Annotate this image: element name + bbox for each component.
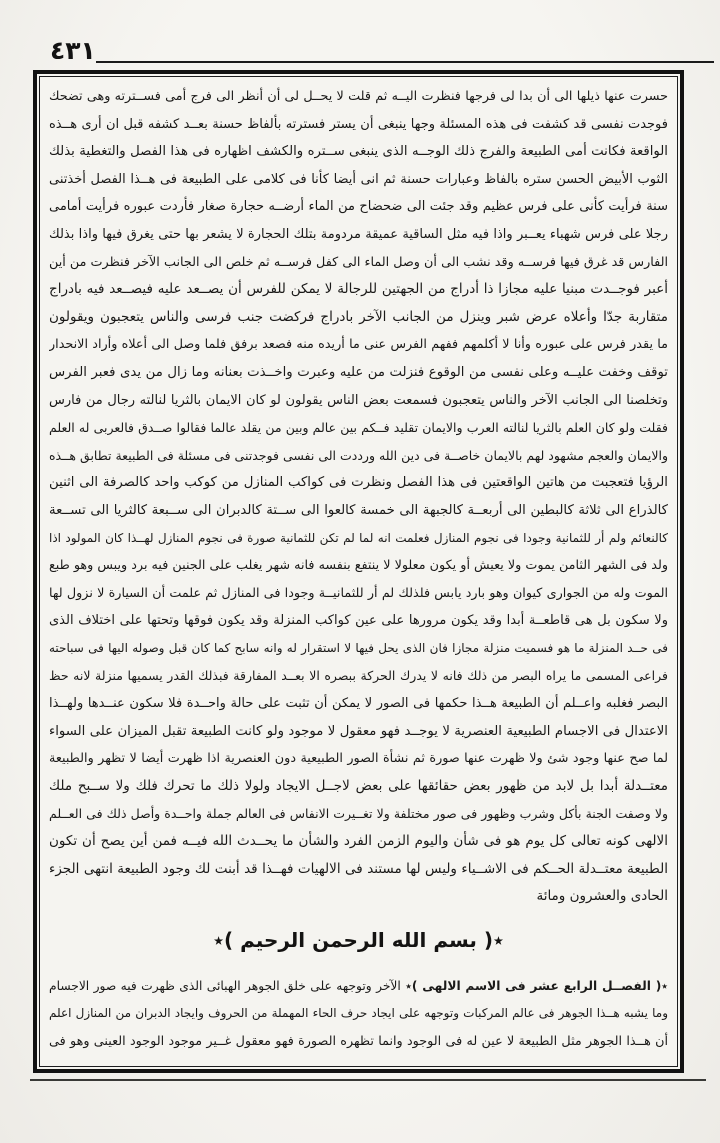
text-line: أعبر فوجــدت مبنيا عليه مجازا ذا أدراج من الجهتين للرجالة لا يمكن للفرس أن يصــعد عليه فيصــعد فيه بادراج [49, 281, 668, 298]
text-line: الفارس قد غرق فيها فرســه وقد نشب الى أن وصل الماء الى كفل فرســه ثم خلص الى الجانب الآخر فنظرت من أين [49, 254, 668, 270]
text-line: فوجدت نفسى قد كشفت فى هذه المسئلة وجها ينبغى أن يستر فسترته بألفاظ حسنة بعــد كشفه قبل ان أرى هــذه [49, 116, 668, 132]
text-line: فى حــد المنزلة ما هو فسميت منزلة مجازا فان الذى يحل فيها لا استقرار له وانه سابح كما كان قبل وصوله اليها فى سباحته [49, 640, 668, 655]
text-line: الرؤيا فتعجبت من هاتين الواقعتين فى هذا الفصل ونظرت فى كواكب المنازل من كوكب واحد كالصرفة الى اثنين [49, 475, 668, 491]
text-line: الواقعة فكانت أمى الطبيعة والفرج ذلك الوجــه الذى ينبغى ســتره والكشف اظهاره فى هذا الفصل والتغطية بذلك [49, 144, 668, 160]
text-line: الثوب الأبيض الحسن ستره بالفاظ وعبارات حسنة ثم انى أيضا كأنا فى كلامى على الطبيعة فى هــذا الفصل أخذتنى [49, 171, 668, 187]
section-line: وما يشبه هــذا الجوهر فى عالم المركبات وتوجهه على ايجاد حرف الحاء المهملة من الحروف وايجاد الدبران من المنازل اعلم [49, 1006, 668, 1021]
section-heading-rest: الآخر وتوجهه على خلق الجوهر الهبائى الذى ظهرت فيه صور الاجسام [49, 978, 401, 993]
text-line: الالهى كونه تعالى كل يوم هو فى شأن واليوم الزمن الفرد والشأن ما يحــدث الله فيــه فمن أين يصح أن تكون [49, 833, 668, 850]
text-line: ولا سكون بل هى قاطعــة أبدا وقد يكون مرورها على عين كواكب المنزلة وقد يكون فوقها وتحتها على اختلاف الذى [49, 613, 668, 629]
header-rule [96, 61, 714, 63]
text-line: الاعتدال فى الاجسام الطبيعية العنصرية لا يوجــد فهو معقول لا موجود ولو كانت الطبيعة تقبل الميزان على السواء [49, 723, 668, 739]
text-line: فراعى المسمى ما يراه البصر من ذلك فانه لا يدرك الحركة ببصره الا بعــد المفارقة فبذلك القدر يسميها منزلة لانه حظ [49, 668, 668, 684]
text-line: ما يقدر فرس على عبوره وأنا لا أكلمهم ففهم الفرس عنى ما أريده منه فصعد برفق فلما وصل الى أعلاه وأراد الانحدار [49, 337, 668, 353]
text-line: معتــدلة أبدا بل لابد من ظهور بعض حقائقها على بعض لاجــل الايجاد ولولا ذلك ما تحرك فلك ولا ســبح ملك [49, 777, 668, 794]
text-line: وتخلصنا الى الجانب الآخر والناس يتعجبون فسمعت بعض الناس يقولون لو كان الايمان بالثريا لنالته رجال من فارس [49, 392, 668, 408]
text-line: فقلت ولو كان العلم بالثريا لنالته العرب والايمان تقليد فــكم بين عالم وبين من يقلد عالما فقالوا صــدق فالعربى له العلم [49, 420, 668, 436]
text-line: متقاربة جدّا وأعلاه عرض شبر وينزل من الجانب الآخر بادراج فركضت جنب فرسى والناس يتعجبون ويقولون [49, 308, 668, 325]
section-heading-line [49, 973, 668, 1001]
part-closing-line: الحادى والعشرون ومائة [536, 888, 668, 905]
section-line: أن هــذا الجوهر مثل الطبيعة لا عين له فى الوجود وانما تظهره الصورة فهو معقول غــير موجود الوجود العينى وهو فى [49, 1034, 668, 1049]
text-line: توقف وخفت عليــه وعلى نفسى من الوقوع فنزلت من عليه وعبرت واخــذت بعنانه وما زال من يدى فعبر الفرس [49, 364, 668, 380]
text-frame-outer-border [33, 70, 684, 1073]
text-line: ولا وصفت الجنة بأكل وشرب وظهور فى صور مختلفة ولا تغــيرت الانفاس فى العالم جملة واحــدة وأصل ذلك فى العــلم [49, 806, 668, 822]
text-line: ولد فى الشهر الثامن يموت ولا يعيش أو يكون معلولا لا ينتفع بنفسه فانه شهر يغلب على الجنين فيه برد ويبس وهو طبع [49, 558, 668, 574]
text-line: الطبيعة معتــدلة الحــكم فى الاشــياء وليس لها مستند فى الالهيات فهــذا قد أبنت لك وجود الطبيعة انتهى الجزء [49, 860, 668, 877]
text-line: كالذراع الى ثلاثة كالبطين الى أربعــة كالجبهة الى خمسة كالعوا الى ســتة كالدبران الى ســبعة كالثريا الى تســعة [49, 502, 668, 518]
bottom-rule [30, 1079, 706, 1081]
text-line: سنة فرأيت كأنى على فرس عظيم وقد جئت الى ضحضاح من الماء أرضــه حجارة صغار فأردت عبوره فرأيت أمامى [49, 199, 668, 215]
text-line: الموت وله من الجوارى كيوان وهو بارد يابس فلذلك لم أر للثمانيــة وجودا فى المنازل ثم علمت أن السيارة لا نزول لها [49, 585, 668, 601]
page-number: ٤٣١ [50, 36, 96, 65]
section-heading: ٭( الفصــل الرابع عشر فى الاسم الالهى )٭ [405, 978, 668, 993]
text-line: حسرت عنها ذيلها الى أن بدا لى فرجها فنظرت اليــه ثم قلت لا يحــل لى أن أنظر الى فرج أمى فســترته وهى تضحك [49, 89, 668, 104]
text-line: لما صح عنها وجود شئ ولا ظهرت عنها صورة ثم نشأة الصور الطبيعية دون العنصرية اذا ظهرت أيضا لا تظهر والطبيعة [49, 751, 668, 767]
basmala-heading: ٭( بسم الله الرحمن الرحيم )٭ [213, 927, 504, 952]
text-line: البصر فغلبه واعــلم أن الطبيعة هــذا حكمها فى الصور لا يمكن أن تثبت على حالة واحــدة فلا سكون عنــدها ولهــذا [49, 696, 668, 712]
text-line: رجلا على فرس شهباء يعــبر واذا فيه مثل الساقية عميقة مردومة بتلك الحجارة لا يشعر بها حتى يغرق فيها واذا بذلك [49, 226, 668, 242]
text-line: كالنعائم ولم أر للثمانية وجودا فى نجوم المنازل فعلمت انه لما لم تكن للثمانية صورة فى نجوم المنازل لهــذا كان المولود اذا [49, 530, 668, 545]
text-line: والايمان والعجم مشهود لهم بالايمان خاصــة فى دين الله ورددت الى نفسى فوجدتنى فى مسئلة فى الطبيعة تطابق هــذه [49, 447, 668, 463]
text-frame-inner-border [39, 76, 678, 1067]
body-text [49, 83, 668, 1056]
